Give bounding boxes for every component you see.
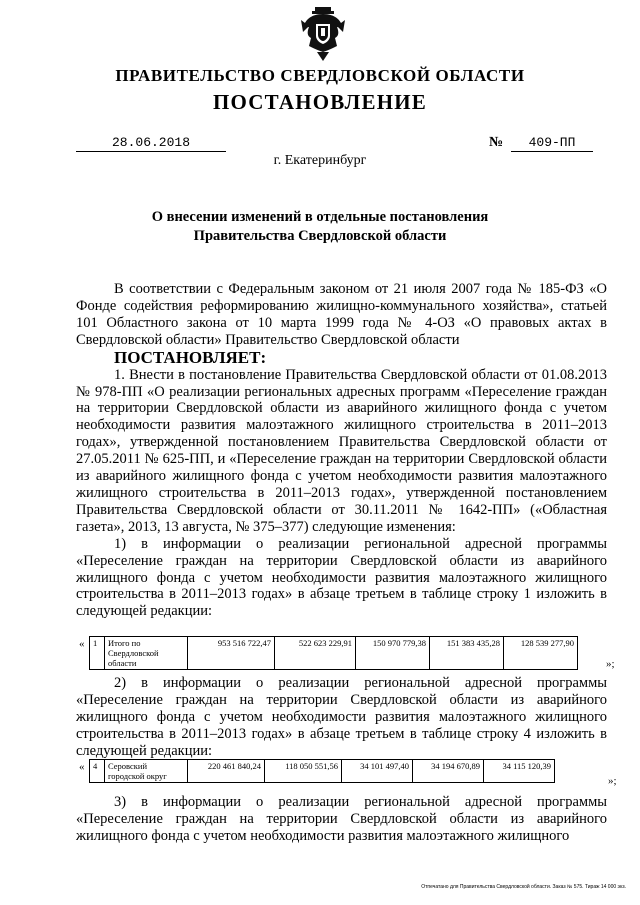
table-2-row — [76, 759, 624, 791]
postanovlyaet-heading: ПОСТАНОВЛЯЕТ: — [114, 347, 267, 367]
subitem-3-paragraph: 3) в информации о реализации региональной адресной программы «Переселение граждан на территории Свердловской области из аварийного жилищного фонда с учетом необходимости развития малоэтажного жилищного — [76, 794, 607, 844]
preamble-paragraph: В соответствии с Федеральным законом от 21 июля 2007 года № 185-ФЗ «О Фонде содействия реформированию жилищно-коммунального хозяйства», статьей 101 Областного закона от 10 марта 1999 года № 4-ОЗ «О правовых актах в Свердловской области» Правительство Свердловской области — [76, 281, 607, 348]
table-cell: 34 115 120,39 — [484, 760, 555, 783]
table-cell: Серовский городской округ — [105, 760, 188, 783]
table-1 — [89, 636, 578, 670]
table-cell: 953 516 722,47 — [188, 637, 275, 670]
body-section-3 — [76, 794, 607, 845]
organization-name: ПРАВИТЕЛЬСТВО СВЕРДЛОВСКОЙ ОБЛАСТИ — [115, 66, 525, 85]
table-cell: 150 970 779,38 — [356, 637, 430, 670]
item-1-paragraph: 1. Внести в постановление Правительства Свердловской области от 01.08.2013 № 978-ПП «О реализации региональных адресных программ «Переселение граждан на территории Свердловской области из аварийного жилищного фонда с учетом необходимости развития малоэтажного жилищного строительства в 2011–2013 годах», утвержденной постановлением Правительства Свердловской области от 27.05.2011 № 625-ПП, и «Переселение граждан на территории Свердловской области из аварийного жилищного фонда с учетом необходимости развития малоэтажного жилищного строительства в 2011–2013 годах», утвержденной постановлением Правительства Свердловской области от 30.11.2011 № 1642-ПП» («Областная газета», 2013, 13 августа, № 375–377) следующие изменения: — [76, 366, 607, 535]
body-section-1 — [76, 281, 607, 620]
table-cell: Итого по Свердловской области — [105, 637, 188, 670]
table-2-open-quote: « — [79, 761, 85, 773]
document-type: ПОСТАНОВЛЕНИЕ — [212, 90, 428, 114]
table-cell: 522 623 229,91 — [275, 637, 356, 670]
table-row — [90, 760, 555, 783]
table-2 — [89, 759, 555, 783]
title-line-1: О внесении изменений в отдельные постановления — [151, 209, 489, 225]
city-name: г. Екатеринбург — [273, 153, 367, 168]
document-number: 409-ПП — [511, 134, 593, 152]
table-cell: 118 050 551,56 — [265, 760, 342, 783]
table-cell: 4 — [90, 760, 105, 783]
table-1-close-quote: »; — [606, 658, 615, 670]
number-sign: № — [489, 135, 504, 150]
table-cell: 34 101 497,40 — [342, 760, 413, 783]
table-cell: 128 539 277,90 — [504, 637, 578, 670]
table-cell: 34 194 670,89 — [413, 760, 484, 783]
coat-of-arms-icon — [299, 6, 347, 62]
subitem-1-paragraph: 1) в информации о реализации региональной адресной программы «Переселение граждан на территории Свердловской области из аварийного жилищного фонда с учетом необходимости развития малоэтажного жилищного строительства в 2011–2013 годах» в абзаце третьем в таблице строку 1 изложить в следующей редакции: — [76, 535, 607, 620]
subitem-2-paragraph: 2) в информации о реализации региональной адресной программы «Переселение граждан на территории Свердловской области из аварийного жилищного фонда с учетом необходимости развития малоэтажного жилищного строительства в 2011–2013 годах» в абзаце третьем в таблице строку 4 изложить в следующей редакции: — [76, 675, 607, 759]
body-section-2 — [76, 675, 607, 760]
table-2-close-quote: »; — [608, 775, 617, 787]
title-line-2: Правительства Свердловской области — [193, 228, 447, 244]
table-cell: 1 — [90, 637, 105, 670]
table-1-row — [76, 636, 624, 672]
table-row — [90, 637, 578, 670]
document-title — [0, 208, 640, 246]
table-1-open-quote: « — [79, 638, 85, 650]
document-date: 28.06.2018 — [76, 134, 226, 152]
table-cell: 151 383 435,28 — [430, 637, 504, 670]
table-cell: 220 461 840,24 — [188, 760, 265, 783]
print-imprint: Отпечатано для Правительства Свердловской области. Заказ № 575. Тираж 14 000 экз. — [421, 884, 626, 890]
